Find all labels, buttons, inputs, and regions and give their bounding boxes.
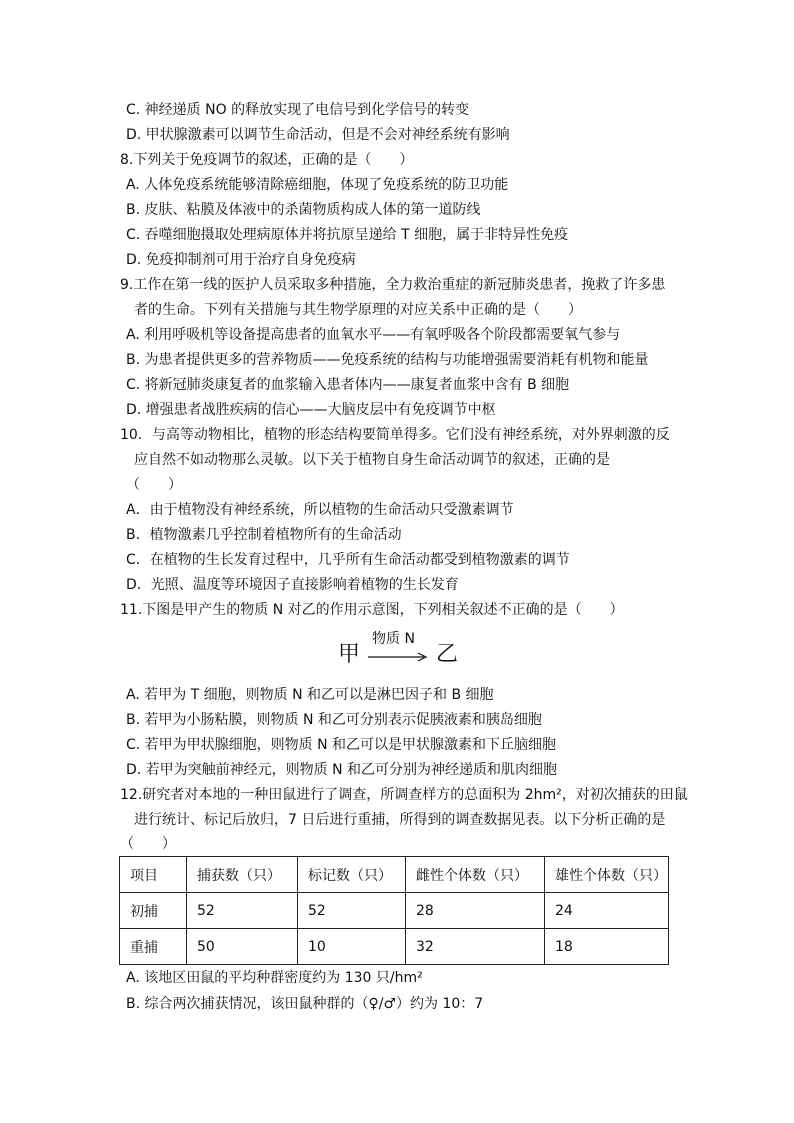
table-header-cell: 项目 (120, 857, 187, 893)
q12-option-b: B. 综合两次捕获情况，该田鼠种群的（♀/♂）约为 10：7 (126, 996, 484, 1012)
q12-stem-line1: 12.研究者对本地的一种田鼠进行了调查，所调查样方的总面积为 2hm²，对初次捕获的田鼠 (120, 787, 688, 803)
q10-option-b: B．植物激素几乎控制着植物所有的生命活动 (126, 527, 402, 543)
q10-option-d: D．光照、温度等环境因子直接影响着植物的生长发育 (126, 577, 459, 593)
q11-stem: 11.下图是甲产生的物质 N 对乙的作用示意图，下列相关叙述不正确的是（ ） (120, 602, 624, 618)
q11-option-c: C. 若甲为甲状腺细胞，则物质 N 和乙可以是甲状腺激素和下丘脑细胞 (126, 737, 557, 753)
table-header-row (120, 857, 669, 893)
table-cell: 10 (298, 929, 406, 965)
table-cell: 32 (406, 929, 545, 965)
right-arrow-icon (366, 650, 430, 662)
q11-diagram (332, 628, 472, 672)
table-row (120, 893, 669, 929)
q9-option-b: B. 为患者提供更多的营养物质——免疫系统的结构与功能增强需要消耗有机物和能量 (126, 352, 649, 368)
table-header-cell: 雌性个体数（只） (406, 857, 545, 893)
q10-stem-line3: （ ） (126, 477, 182, 493)
q10-option-a: A．由于植物没有神经系统，所以植物的生命活动只受激素调节 (126, 502, 514, 518)
survey-data-table (119, 856, 669, 965)
table-row (120, 929, 669, 965)
q8-option-b: B. 皮肤、粘膜及体液中的杀菌物质构成人体的第一道防线 (126, 202, 481, 218)
q9-option-c: C. 将新冠肺炎康复者的血浆输入患者体内——康复者血浆中含有 B 细胞 (126, 377, 570, 393)
table-header-cell: 雄性个体数（只） (545, 857, 669, 893)
q10-stem-line1: 10．与高等动物相比，植物的形态结构要简单得多。它们没有神经系统，对外界刺激的反 (120, 427, 670, 443)
q7-option-c: C. 神经递质 NO 的释放实现了电信号到化学信号的转变 (126, 102, 470, 118)
q10-stem-line2: 应自然不如动物那么灵敏。以下关于植物自身生命活动调节的叙述，正确的是 (134, 452, 610, 468)
q7-option-d: D. 甲状腺激素可以调节生命活动，但是不会对神经系统有影响 (126, 127, 510, 143)
q9-stem-line2: 者的生命。下列有关措施与其生物学原理的对应关系中正确的是（ ） (134, 302, 582, 318)
q11-option-b: B. 若甲为小肠粘膜，则物质 N 和乙可分别表示促胰液素和胰岛细胞 (126, 712, 542, 728)
diagram-source-jia: 甲 (338, 642, 361, 667)
q12-stem-line2: 进行统计、标记后放归，7 日后进行重捕，所得到的调查数据见表。以下分析正确的是 (134, 812, 666, 828)
q10-option-c: C．在植物的生长发育过程中，几乎所有生命活动都受到植物激素的调节 (126, 552, 570, 568)
q8-option-c: C. 吞噬细胞摄取处理病原体并将抗原呈递给 T 细胞，属于非特异性免疫 (126, 227, 569, 243)
table-header-cell: 标记数（只） (298, 857, 406, 893)
table-cell: 52 (187, 893, 298, 929)
q8-stem: 8.下列关于免疫调节的叙述，正确的是（ ） (120, 152, 414, 168)
table-header-cell: 捕获数（只） (187, 857, 298, 893)
diagram-arrow-label: 物质 N (372, 631, 415, 647)
table-cell: 初捕 (120, 893, 187, 929)
q12-option-a: A. 该地区田鼠的平均种群密度约为 130 只/hm² (126, 970, 423, 986)
table-cell: 18 (545, 929, 669, 965)
q9-option-d: D. 增强患者战胜疾病的信心——大脑皮层中有免疫调节中枢 (126, 402, 496, 418)
q12-stem-line3: （ ） (120, 836, 176, 852)
table-cell: 50 (187, 929, 298, 965)
q8-option-d: D. 免疫抑制剂可用于治疗自身免疫病 (126, 252, 356, 268)
q9-option-a: A. 利用呼吸机等设备提高患者的血氧水平——有氧呼吸各个阶段都需要氧气参与 (126, 327, 621, 343)
diagram-target-yi: 乙 (436, 642, 459, 667)
q11-option-a: A. 若甲为 T 细胞，则物质 N 和乙可以是淋巴因子和 B 细胞 (126, 687, 494, 703)
table-cell: 52 (298, 893, 406, 929)
table-cell: 24 (545, 893, 669, 929)
table-cell: 28 (406, 893, 545, 929)
q9-stem-line1: 9.工作在第一线的医护人员采取多种措施，全力救治重症的新冠肺炎患者，挽救了许多患 (120, 277, 666, 293)
table-cell: 重捕 (120, 929, 187, 965)
q11-option-d: D. 若甲为突触前神经元，则物质 N 和乙可分别为神经递质和肌肉细胞 (126, 762, 558, 778)
q8-option-a: A. 人体免疫系统能够清除癌细胞，体现了免疫系统的防卫功能 (126, 177, 509, 193)
